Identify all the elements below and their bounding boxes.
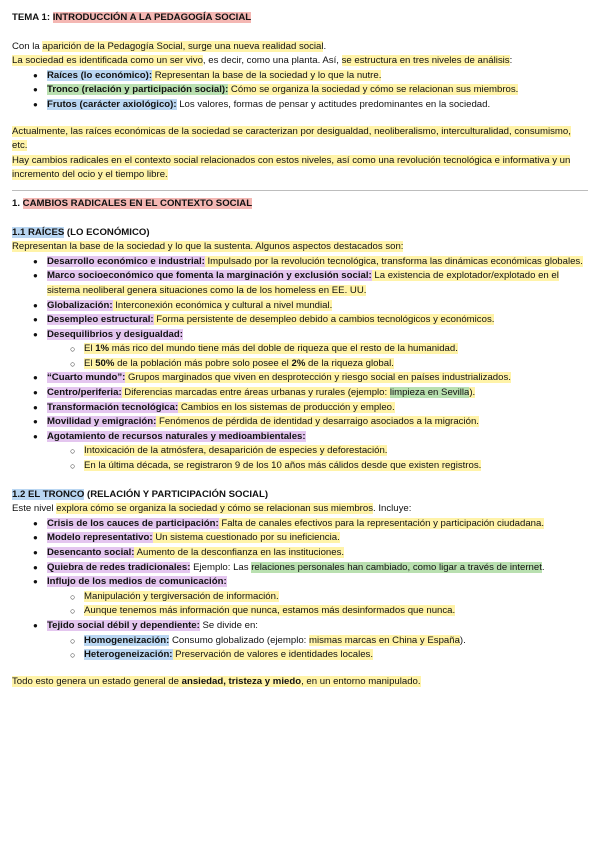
section-title: [12, 197, 588, 212]
actual-text: Hay cambios radicales en el contexto social relacionados con estos niveles, así como una revolución tecnológica e informativa y un incremento del ocio y el tiempo libre.: [12, 154, 571, 181]
item-label: Desarrollo económico e industrial:: [47, 255, 205, 267]
actual-text: Actualmente, las raíces económicas de la sociedad se caracterizan por desigualdad, neoliberalismo, interculturalidad, consumismo, etc.: [12, 125, 571, 152]
item-label: Centro/periferia:: [47, 387, 122, 399]
sub-list-item: [12, 634, 588, 649]
closing-text: Todo esto genera un estado general de: [12, 675, 182, 687]
item-label: Desequilibrios y desigualdad:: [47, 328, 183, 340]
item-text: Grupos marginados que viven en desprotección y riesgo social en países industrializados.: [125, 372, 511, 384]
item-text: Interconexión económica y cultural a nivel mundial.: [112, 299, 333, 311]
tronco-intro: [12, 502, 588, 517]
list-item: [12, 561, 588, 576]
closing-emphasis: ansiedad, tristeza y miedo: [181, 675, 302, 687]
sub-item-text: En la última década, se registraron 9 de los 10 años más cálidos desde que existen registros.: [84, 460, 482, 472]
level-label: Raíces (lo económico):: [47, 69, 153, 81]
tronco-list: [12, 517, 588, 663]
item-tail: ).: [469, 387, 476, 399]
actual-paragraph-2: [12, 154, 588, 183]
level-label: Tronco (relación y participación social):: [47, 84, 229, 96]
item-label: Influjo de los medios de comunicación:: [47, 576, 227, 588]
levels-list: [12, 69, 588, 113]
intro-text: , es decir, como una planta. Así,: [202, 55, 342, 67]
list-item: [12, 430, 588, 474]
item-label: Crisis de los cauces de participación:: [47, 517, 219, 529]
intro-text: Con la: [12, 40, 43, 52]
subsection-title-tronco: [12, 488, 588, 503]
item-text: Un sistema cuestionado por su ineficiencia.: [152, 532, 340, 544]
item-label: Modelo representativo:: [47, 532, 153, 544]
list-item: [12, 69, 588, 84]
sub-item-text: [84, 358, 394, 369]
sub-text: más rico del mundo tiene más del doble de riqueza que el resto de la humanidad.: [109, 343, 458, 355]
list-item: [12, 575, 588, 619]
sub-text: de la riqueza global.: [305, 357, 394, 369]
list-item: [12, 83, 588, 98]
actual-paragraph: [12, 125, 588, 154]
item-text: Diferencias marcadas entre áreas urbanas y rurales (ejemplo:: [121, 387, 390, 399]
item-text: Se divide en:: [199, 619, 258, 631]
sub-text: El: [84, 343, 96, 355]
sub-item-text: Preservación de valores e identidades locales.: [172, 649, 374, 661]
list-item: [12, 415, 588, 430]
intro-highlight: se estructura en tres niveles de análisis: [341, 55, 510, 67]
title-text: INTRODUCCIÓN A LA PEDAGOGÍA SOCIAL: [52, 12, 252, 23]
raices-intro-text: Representan la base de la sociedad y lo que la sustenta. Algunos aspectos destacados son:: [12, 241, 404, 253]
item-label: Globalización:: [47, 299, 113, 311]
item-label: Transformación tecnológica:: [47, 401, 179, 413]
list-item: [12, 546, 588, 561]
intro-highlight: aparición de la Pedagogía Social, surge una nueva realidad social: [42, 40, 324, 52]
list-item: [12, 386, 588, 401]
sub-list-item: [12, 357, 588, 372]
tronco-intro-highlight: explora cómo se organiza la sociedad y cómo se relacionan sus miembros: [56, 503, 374, 515]
sub-list-item: [12, 444, 588, 459]
section-prefix: 1.: [12, 197, 23, 209]
desigualdad-sublist: [47, 342, 588, 371]
subsection-label-rest: (RELACIÓN Y PARTICIPACIÓN SOCIAL): [84, 488, 269, 500]
item-label: Quiebra de redes tradicionales:: [47, 561, 191, 573]
page-title: [12, 11, 588, 26]
spacer: [12, 663, 588, 675]
intro-paragraph: [12, 40, 588, 69]
raices-list: [12, 255, 588, 474]
item-text: Aumento de la desconfianza en las instituciones.: [134, 547, 345, 558]
spacer: [12, 113, 588, 125]
item-text: Fenómenos de pérdida de identidad y desarraigo asociados a la migración.: [156, 416, 479, 428]
sub-list-item: [12, 648, 588, 663]
closing-text: , en un entorno manipulado.: [301, 675, 421, 687]
closing-paragraph: [12, 675, 588, 690]
sub-item-tail: ).: [459, 634, 466, 646]
item-tail: .: [541, 561, 545, 573]
sub-list-item: [12, 342, 588, 357]
level-text: Los valores, formas de pensar y actitudes predominantes en la sociedad.: [176, 98, 491, 110]
list-item: [12, 517, 588, 532]
item-text: Falta de canales efectivos para la representación y participación ciudadana.: [218, 517, 545, 529]
intro-text: :: [509, 55, 513, 67]
subsection-label: 1.1 RAÍCES: [12, 226, 65, 238]
tejido-sublist: [47, 634, 588, 663]
sub-item-text: Aunque tenemos más información que nunca, estamos más desinformados que nunca.: [84, 605, 456, 617]
item-label: Desencanto social:: [47, 547, 135, 558]
sub-text: El: [84, 357, 96, 369]
list-item: [12, 371, 588, 386]
list-item: [12, 255, 588, 270]
section-text: CAMBIOS RADICALES EN EL CONTEXTO SOCIAL: [22, 197, 253, 209]
item-label: Desempleo estructural:: [47, 314, 154, 326]
list-item: [12, 619, 588, 663]
intro-text: .: [323, 40, 327, 52]
sub-text: de la población más pobre solo posee el: [114, 357, 292, 369]
item-example: limpieza en Sevilla: [389, 387, 470, 399]
tronco-intro-text: . Incluye:: [373, 503, 412, 515]
title-prefix: TEMA 1:: [12, 12, 53, 23]
level-text: Representan la base de la sociedad y lo que la nutre.: [152, 69, 382, 81]
item-example: relaciones personales han cambiado, como ligar a través de internet: [251, 561, 542, 573]
list-item: [12, 313, 588, 328]
list-item: [12, 531, 588, 546]
sub-item-example: mismas marcas en China y España: [309, 634, 460, 646]
sub-item-text: [84, 343, 458, 354]
item-text: Ejemplo: Las: [190, 561, 252, 573]
recursos-sublist: [47, 444, 588, 473]
sub-item-label: Heterogeneización:: [84, 649, 173, 661]
sub-item-label: Homogeneización:: [84, 634, 170, 646]
sub-item-text: Intoxicación de la atmósfera, desaparición de especies y deforestación.: [84, 445, 388, 457]
sub-figure: 1%: [95, 343, 110, 355]
medios-sublist: [47, 590, 588, 619]
tronco-intro-text: Este nivel: [12, 503, 57, 515]
item-label: Movilidad y emigración:: [47, 416, 157, 428]
level-label: Frutos (carácter axiológico):: [47, 98, 177, 110]
item-text: La existencia de explotador/explotado en el sistema neoliberal genera situaciones como la de los homeless en EE. UU.: [47, 270, 559, 296]
item-label: Tejido social débil y dependiente:: [47, 619, 200, 631]
level-text: Cómo se organiza la sociedad y cómo se relacionan sus miembros.: [228, 84, 519, 96]
subsection-label-rest: (LO ECONÓMICO): [64, 226, 150, 238]
sub-list-item: [12, 459, 588, 474]
item-label: Marco socioeconómico que fomenta la marginación y exclusión social:: [47, 270, 372, 282]
subsection-title-raices: [12, 226, 588, 241]
list-item: [12, 98, 588, 113]
subsection-label: 1.2 EL TRONCO: [12, 488, 85, 500]
item-text: Cambios en los sistemas de producción y empleo.: [178, 401, 395, 413]
sub-figure: 2%: [291, 357, 306, 369]
list-item: [12, 299, 588, 314]
closing-highlight: [12, 676, 421, 687]
item-text: Forma persistente de desempleo debido a cambios tecnológicos y económicos.: [153, 314, 495, 326]
sub-item-text: Manipulación y tergiversación de información.: [84, 590, 279, 602]
list-item: [12, 269, 588, 298]
item-label: Agotamiento de recursos naturales y medioambientales:: [47, 430, 306, 442]
item-label: “Cuarto mundo”:: [47, 372, 126, 384]
sub-item-text: Consumo globalizado (ejemplo:: [169, 634, 310, 646]
sub-figure: 50%: [95, 357, 115, 369]
sub-list-item: [12, 590, 588, 605]
list-item: [12, 328, 588, 372]
raices-intro: [12, 240, 588, 255]
section-divider: [12, 190, 588, 191]
spacer: [12, 474, 588, 486]
list-item: [12, 401, 588, 416]
sub-list-item: [12, 604, 588, 619]
item-text: Impulsado por la revolución tecnológica, transforma las dinámicas económicas globales.: [204, 255, 583, 267]
intro-highlight: La sociedad es identificada como un ser vivo: [12, 55, 203, 67]
